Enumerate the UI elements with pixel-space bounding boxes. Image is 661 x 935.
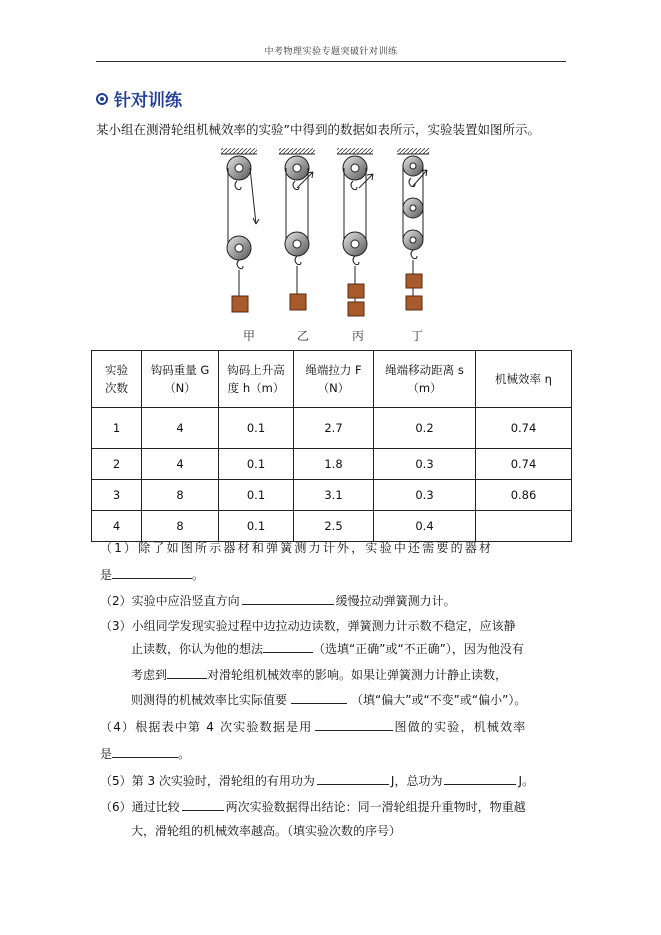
answer-blank-3a[interactable]	[263, 640, 313, 653]
table-cell: 2.5	[294, 511, 374, 542]
table-cell: 0.3	[374, 480, 476, 511]
circle-bullet-icon	[96, 93, 108, 105]
table-cell: 8	[142, 511, 219, 542]
answer-blank-5a[interactable]	[317, 772, 389, 785]
question-5-text: （5）第 3 次实验时，滑轮组的有用功为	[100, 774, 315, 788]
table-row	[92, 449, 572, 480]
table-header-row	[92, 351, 572, 408]
col-header-height: 钩码上升高 度 h（m）	[219, 351, 294, 408]
question-4-mid: 图做的实验，机械效率	[394, 720, 527, 734]
table-cell: 4	[92, 511, 142, 542]
table-cell: 0.1	[219, 511, 294, 542]
question-5	[100, 772, 534, 789]
table-cell: 8	[142, 480, 219, 511]
apparatus-yi	[279, 148, 315, 310]
table-cell: 1	[92, 408, 142, 449]
question-3-choices: （填“偏大”或“不变”或“偏小”）。	[351, 693, 527, 707]
apparatus-ding	[397, 148, 429, 310]
question-4-line-2	[100, 745, 190, 762]
intro-text: 某小组在测滑轮组机械效率的实验”中得到的数据如表所示，实验装置如图所示。	[96, 122, 540, 137]
section-title	[96, 86, 182, 111]
table-cell: 0.2	[374, 408, 476, 449]
apparatus-jia	[221, 148, 259, 312]
col-header-weight: 钩码重量 G （N）	[142, 351, 219, 408]
header-divider	[96, 61, 566, 62]
question-4-is: 是	[100, 747, 113, 761]
question-4-end: 。	[178, 747, 191, 761]
col-header-force: 绳端拉力 F （N）	[294, 351, 374, 408]
question-2-end: 缓慢拉动弹簧测力计。	[335, 594, 456, 608]
table-cell: 0.74	[476, 408, 572, 449]
answer-blank-3c[interactable]	[291, 691, 347, 704]
question-4-text: （4）根据表中第 4 次实验数据是用	[100, 720, 313, 734]
question-3-text: 止读数，你认为他的想法	[131, 642, 264, 656]
figure-label-yi: 乙	[297, 329, 310, 343]
question-3-line-3	[131, 666, 507, 683]
question-6-line-2: 大，滑轮组的机械效率越高。（填实验次数的序号）	[131, 824, 402, 838]
table-cell: 0.4	[374, 511, 476, 542]
table-cell	[476, 511, 572, 542]
question-3-options: （选填“正确”或“不正确”），因为他没有	[313, 642, 524, 656]
section-title-text: 针对训练	[114, 91, 182, 111]
data-table	[91, 350, 572, 542]
question-3-effect: 对滑轮组机械效率的影响。如果让弹簧测力计静止读数，	[207, 668, 508, 682]
answer-blank-4b[interactable]	[112, 745, 178, 758]
page-header: 中考物理实验专题突破针对训练	[264, 47, 398, 57]
table-cell: 3	[92, 480, 142, 511]
question-2	[100, 592, 456, 609]
question-4-line-1	[100, 718, 527, 735]
figure-label-ding: 丁	[411, 329, 424, 343]
figure-label-bing: 丙	[352, 329, 365, 343]
question-3-line-4	[131, 691, 526, 708]
table-row	[92, 511, 572, 542]
question-5-mid: J，总功为	[390, 774, 443, 788]
table-cell: 1.8	[294, 449, 374, 480]
table-cell: 4	[142, 449, 219, 480]
col-header-trial: 实验 次数	[92, 351, 142, 408]
question-5-end: J。	[518, 774, 534, 788]
question-6-text: （6）通过比较	[100, 800, 180, 814]
table-cell: 3.1	[294, 480, 374, 511]
table-cell: 0.86	[476, 480, 572, 511]
question-1-end: 。	[192, 568, 205, 582]
figure-label-jia: 甲	[243, 329, 256, 343]
table-cell: 0.1	[219, 480, 294, 511]
question-2-text: （2）实验中应沿竖直方向	[100, 594, 240, 608]
table-cell: 0.1	[219, 449, 294, 480]
question-3-measured: 则测得的机械效率比实际值要	[131, 693, 288, 707]
question-6-line-1	[100, 798, 526, 815]
question-1-line-1: （1）除了如图所示器材和弹簧测力计外，实验中还需要的器材	[100, 541, 494, 555]
table-cell: 0.3	[374, 449, 476, 480]
answer-blank-5b[interactable]	[444, 772, 516, 785]
col-header-distance: 绳端移动距离 s （m）	[374, 351, 476, 408]
table-cell: 2.7	[294, 408, 374, 449]
table-cell: 0.74	[476, 449, 572, 480]
table-cell: 0.1	[219, 408, 294, 449]
question-1-text: 是	[100, 568, 113, 582]
answer-blank-2[interactable]	[242, 592, 334, 605]
table-row	[92, 480, 572, 511]
question-3-consider: 考虑到	[131, 668, 168, 682]
question-1-line-2	[100, 566, 204, 583]
question-3-line-1: （3）小组同学发现实验过程中边拉动边读数，弹簧测力计示数不稳定，应该静	[100, 619, 516, 633]
question-3-line-2	[131, 640, 524, 657]
apparatus-bing	[337, 148, 373, 316]
table-row	[92, 408, 572, 449]
answer-blank-4a[interactable]	[315, 718, 393, 731]
answer-blank-1[interactable]	[112, 566, 192, 579]
answer-blank-6[interactable]	[182, 798, 224, 811]
table-cell: 4	[142, 408, 219, 449]
question-6-mid: 两次实验数据得出结论：同一滑轮组提升重物时，物重越	[225, 800, 526, 814]
answer-blank-3b[interactable]	[167, 666, 207, 679]
col-header-efficiency: 机械效率 η	[476, 351, 572, 408]
pulley-figure	[215, 148, 440, 348]
table-cell: 2	[92, 449, 142, 480]
